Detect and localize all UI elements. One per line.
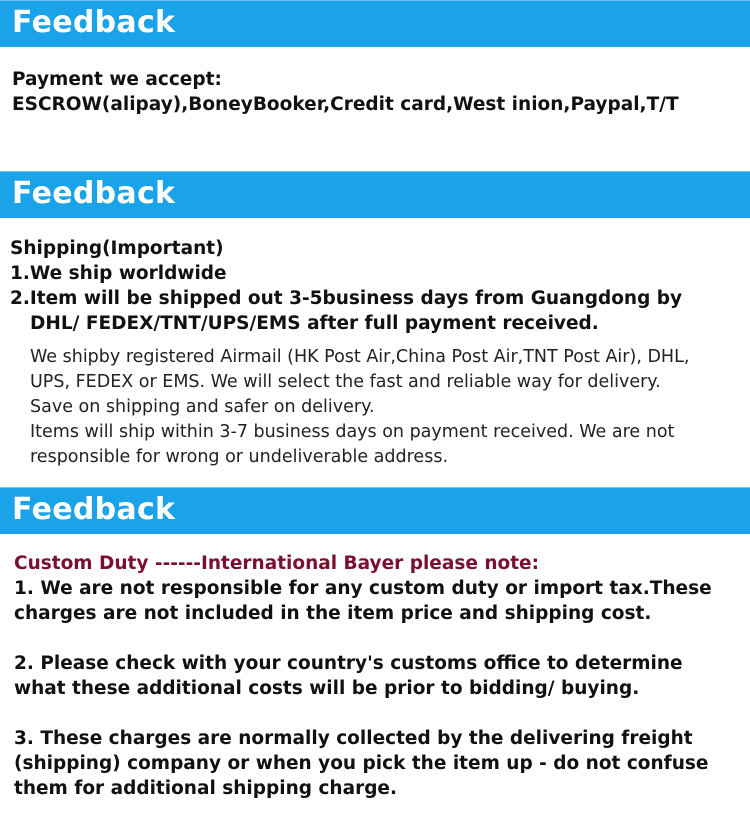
custom-duty-heading: Custom Duty ------International Bayer please note: (14, 553, 539, 574)
shipping-heading: Shipping(Important) (10, 238, 224, 259)
shipping-detail-4: Items will ship within 3-7 business days on payment received. We are not (30, 422, 675, 442)
shipping-line-2: 2.Item will be shipped out 3-5business days from Guangdong by (10, 288, 683, 309)
duty-line-7: them for additional shipping charge. (14, 778, 398, 799)
shipping-detail-1: We shipby registered Airmail (HK Post Air,China Post Air,TNT Post Air), DHL, (30, 347, 690, 367)
shipping-line-1: 1.We ship worldwide (10, 263, 227, 284)
feedback-banner-3 (0, 487, 750, 534)
duty-line-2: charges are not included in the item price and shipping cost. (14, 603, 652, 624)
shipping-detail-5: responsible for wrong or undeliverable address. (30, 447, 449, 467)
payment-heading: Payment we accept: (12, 69, 222, 90)
duty-line-4: what these additional costs will be prior to bidding/ buying. (14, 678, 640, 699)
shipping-detail-2: UPS, FEDEX or EMS. We will select the fast and reliable way for delivery. (30, 372, 661, 392)
duty-line-6: (shipping) company or when you pick the item up - do not confuse (14, 753, 709, 774)
payment-methods: ESCROW(alipay),BoneyBooker,Credit card,West inion,Paypal,T/T (12, 94, 679, 115)
duty-line-1: 1. We are not responsible for any custom duty or import tax.These (14, 578, 712, 599)
section-title: Feedback (12, 5, 176, 40)
duty-line-3: 2. Please check with your country's customs office to determine (14, 653, 683, 674)
section-title: Feedback (12, 492, 176, 527)
section-title: Feedback (12, 176, 176, 211)
shipping-line-3: DHL/ FEDEX/TNT/UPS/EMS after full payment received. (30, 313, 599, 334)
shipping-detail-3: Save on shipping and safer on delivery. (30, 397, 375, 417)
duty-line-5: 3. These charges are normally collected by the delivering freight (14, 728, 693, 749)
feedback-banner-1 (0, 0, 750, 47)
feedback-banner-2 (0, 171, 750, 218)
